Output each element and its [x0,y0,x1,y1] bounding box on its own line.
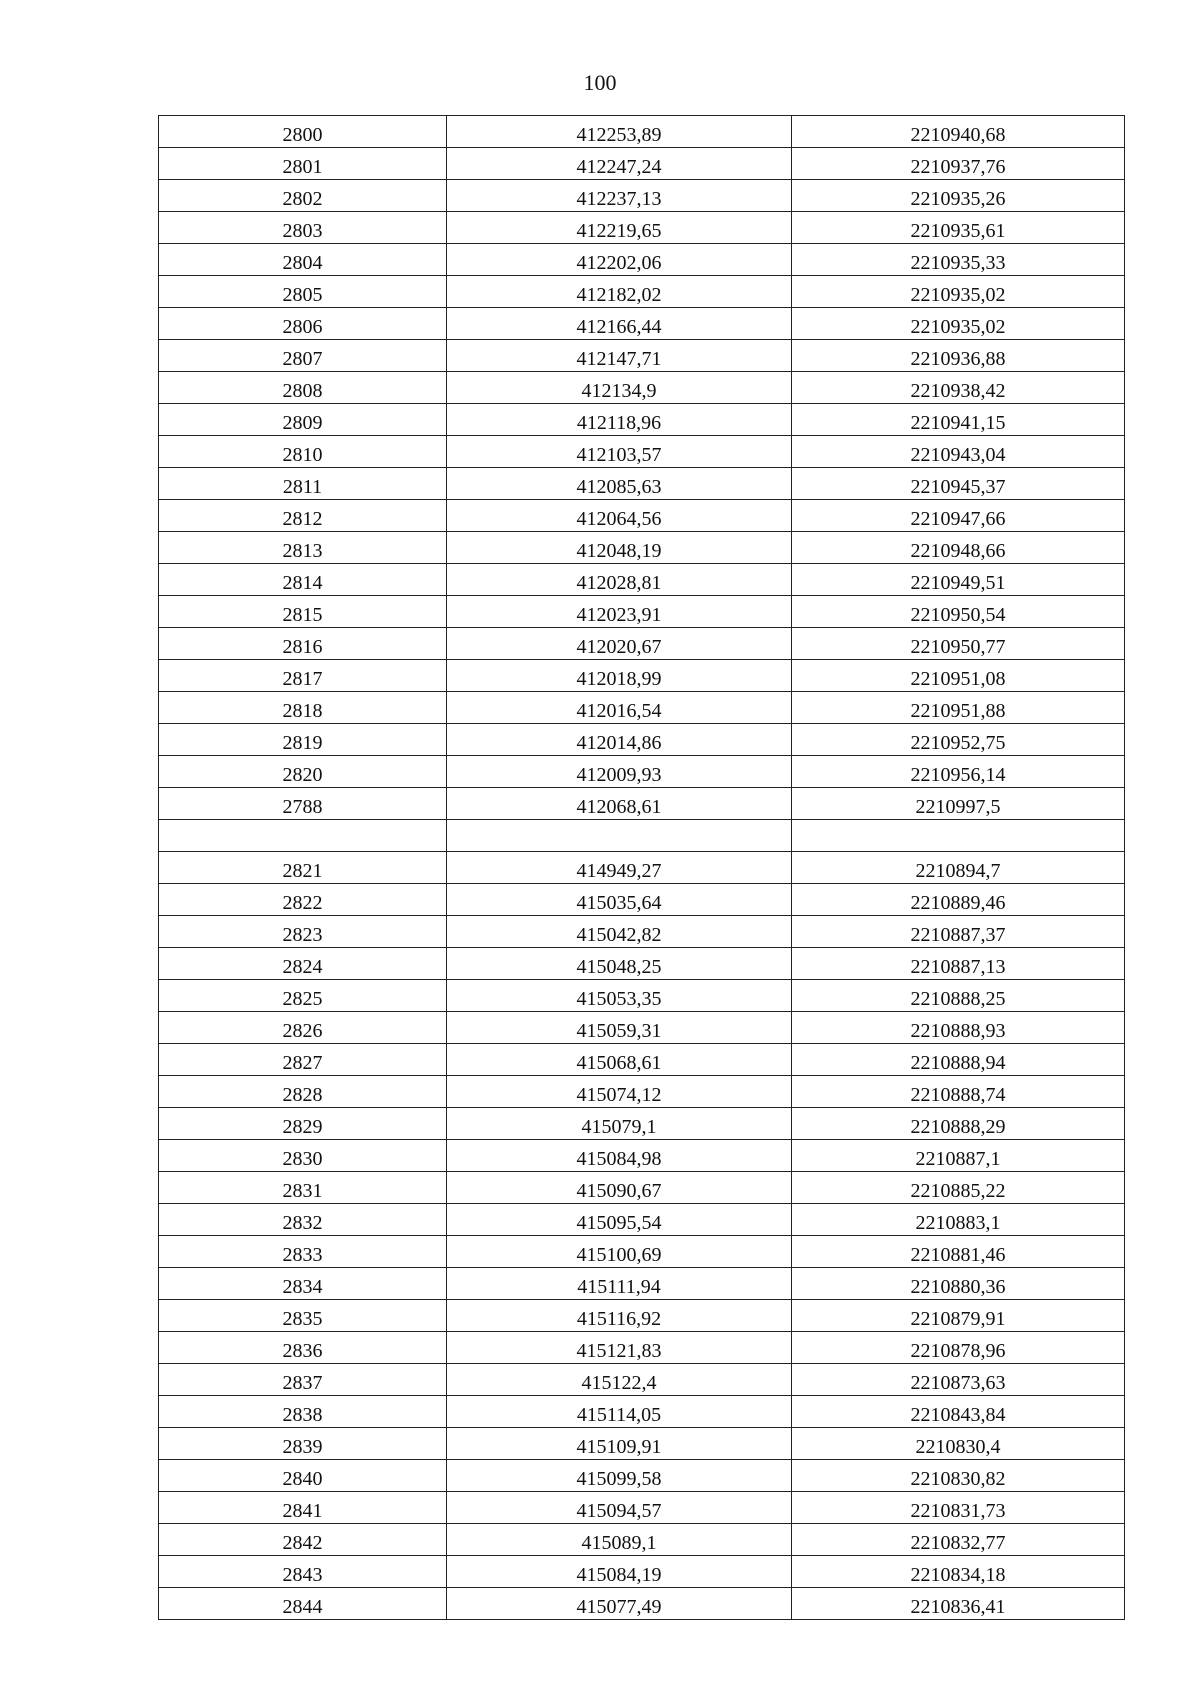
y-coordinate-cell: 2210888,25 [792,980,1125,1012]
table-row [159,1396,1125,1428]
y-coordinate-cell: 2210843,84 [792,1396,1125,1428]
y-coordinate-cell: 2210887,37 [792,916,1125,948]
point-number-cell: 2810 [159,436,447,468]
table-row [159,276,1125,308]
y-coordinate-cell: 2210937,76 [792,148,1125,180]
point-number-cell: 2814 [159,564,447,596]
point-number-cell: 2841 [159,1492,447,1524]
x-coordinate-cell: 412103,57 [447,436,792,468]
x-coordinate-cell: 415094,57 [447,1492,792,1524]
table-row [159,1204,1125,1236]
table-row [159,1140,1125,1172]
y-coordinate-cell: 2210832,77 [792,1524,1125,1556]
point-number-cell: 2823 [159,916,447,948]
y-coordinate-cell: 2210949,51 [792,564,1125,596]
y-coordinate-cell: 2210948,66 [792,532,1125,564]
point-number-cell: 2838 [159,1396,447,1428]
point-number-cell: 2839 [159,1428,447,1460]
x-coordinate-cell: 412147,71 [447,340,792,372]
x-coordinate-cell: 415074,12 [447,1076,792,1108]
y-coordinate-cell: 2210935,26 [792,180,1125,212]
y-coordinate-cell: 2210935,02 [792,276,1125,308]
x-coordinate-cell: 415059,31 [447,1012,792,1044]
y-coordinate-cell: 2210935,02 [792,308,1125,340]
y-coordinate-cell: 2210883,1 [792,1204,1125,1236]
table-row [159,1588,1125,1620]
x-coordinate-cell: 415035,64 [447,884,792,916]
x-coordinate-cell: 415122,4 [447,1364,792,1396]
point-number-cell: 2836 [159,1332,447,1364]
table-row [159,948,1125,980]
point-number-cell: 2800 [159,116,447,148]
table-row [159,692,1125,724]
point-number-cell: 2828 [159,1076,447,1108]
point-number-cell: 2809 [159,404,447,436]
y-coordinate-cell: 2210888,29 [792,1108,1125,1140]
coordinates-table-body [159,116,1125,1620]
point-number-cell: 2843 [159,1556,447,1588]
y-coordinate-cell: 2210889,46 [792,884,1125,916]
y-coordinate-cell: 2210943,04 [792,436,1125,468]
x-coordinate-cell: 412014,86 [447,724,792,756]
y-coordinate-cell: 2210834,18 [792,1556,1125,1588]
point-number-cell: 2830 [159,1140,447,1172]
table-row [159,372,1125,404]
x-coordinate-cell: 412085,63 [447,468,792,500]
table-row [159,116,1125,148]
table-row [159,788,1125,820]
point-number-cell: 2837 [159,1364,447,1396]
y-coordinate-cell [792,820,1125,852]
x-coordinate-cell: 412023,91 [447,596,792,628]
y-coordinate-cell: 2210831,73 [792,1492,1125,1524]
table-row [159,820,1125,852]
x-coordinate-cell: 412237,13 [447,180,792,212]
x-coordinate-cell: 412182,02 [447,276,792,308]
table-row [159,564,1125,596]
table-row [159,148,1125,180]
y-coordinate-cell: 2210885,22 [792,1172,1125,1204]
x-coordinate-cell: 415053,35 [447,980,792,1012]
point-number-cell: 2817 [159,660,447,692]
point-number-cell: 2801 [159,148,447,180]
point-number-cell: 2807 [159,340,447,372]
table-row [159,1428,1125,1460]
y-coordinate-cell: 2210888,94 [792,1044,1125,1076]
table-row [159,1172,1125,1204]
table-row [159,1268,1125,1300]
x-coordinate-cell: 415084,19 [447,1556,792,1588]
x-coordinate-cell: 415084,98 [447,1140,792,1172]
table-row [159,308,1125,340]
point-number-cell: 2816 [159,628,447,660]
point-number-cell: 2812 [159,500,447,532]
table-row [159,596,1125,628]
point-number-cell: 2808 [159,372,447,404]
x-coordinate-cell: 415048,25 [447,948,792,980]
table-row [159,1300,1125,1332]
point-number-cell: 2802 [159,180,447,212]
table-row [159,660,1125,692]
table-row [159,628,1125,660]
x-coordinate-cell: 412048,19 [447,532,792,564]
table-row [159,212,1125,244]
x-coordinate-cell: 415095,54 [447,1204,792,1236]
point-number-cell: 2804 [159,244,447,276]
y-coordinate-cell: 2210951,88 [792,692,1125,724]
y-coordinate-cell: 2210887,1 [792,1140,1125,1172]
table-row [159,980,1125,1012]
page-number: 100 [583,70,617,95]
table-row [159,1236,1125,1268]
table-row [159,884,1125,916]
y-coordinate-cell: 2210887,13 [792,948,1125,980]
x-coordinate-cell: 412134,9 [447,372,792,404]
point-number-cell: 2834 [159,1268,447,1300]
point-number-cell: 2832 [159,1204,447,1236]
x-coordinate-cell: 415111,94 [447,1268,792,1300]
x-coordinate-cell: 415114,05 [447,1396,792,1428]
point-number-cell: 2842 [159,1524,447,1556]
point-number-cell: 2835 [159,1300,447,1332]
y-coordinate-cell: 2210941,15 [792,404,1125,436]
point-number-cell: 2829 [159,1108,447,1140]
y-coordinate-cell: 2210836,41 [792,1588,1125,1620]
table-row [159,1556,1125,1588]
x-coordinate-cell [447,820,792,852]
table-row [159,340,1125,372]
point-number-cell: 2827 [159,1044,447,1076]
x-coordinate-cell: 415121,83 [447,1332,792,1364]
y-coordinate-cell: 2210830,82 [792,1460,1125,1492]
x-coordinate-cell: 412018,99 [447,660,792,692]
y-coordinate-cell: 2210945,37 [792,468,1125,500]
table-row [159,468,1125,500]
x-coordinate-cell: 415116,92 [447,1300,792,1332]
y-coordinate-cell: 2210935,33 [792,244,1125,276]
point-number-cell: 2826 [159,1012,447,1044]
y-coordinate-cell: 2210938,42 [792,372,1125,404]
table-row [159,1076,1125,1108]
table-row [159,404,1125,436]
x-coordinate-cell: 412009,93 [447,756,792,788]
y-coordinate-cell: 2210952,75 [792,724,1125,756]
y-coordinate-cell: 2210873,63 [792,1364,1125,1396]
point-number-cell: 2788 [159,788,447,820]
point-number-cell: 2822 [159,884,447,916]
table-row [159,1460,1125,1492]
point-number-cell: 2818 [159,692,447,724]
x-coordinate-cell: 412064,56 [447,500,792,532]
coordinates-table [158,115,1125,1620]
table-row [159,1524,1125,1556]
y-coordinate-cell: 2210830,4 [792,1428,1125,1460]
y-coordinate-cell: 2210879,91 [792,1300,1125,1332]
x-coordinate-cell: 412118,96 [447,404,792,436]
x-coordinate-cell: 415100,69 [447,1236,792,1268]
table-row [159,1012,1125,1044]
y-coordinate-cell: 2210935,61 [792,212,1125,244]
table-row [159,1492,1125,1524]
x-coordinate-cell: 412202,06 [447,244,792,276]
x-coordinate-cell: 415099,58 [447,1460,792,1492]
table-row [159,916,1125,948]
point-number-cell: 2806 [159,308,447,340]
point-number-cell: 2813 [159,532,447,564]
point-number-cell [159,820,447,852]
table-row [159,1108,1125,1140]
y-coordinate-cell: 2210956,14 [792,756,1125,788]
x-coordinate-cell: 415090,67 [447,1172,792,1204]
table-row [159,244,1125,276]
y-coordinate-cell: 2210894,7 [792,852,1125,884]
table-row [159,756,1125,788]
y-coordinate-cell: 2210940,68 [792,116,1125,148]
table-row [159,724,1125,756]
y-coordinate-cell: 2210950,54 [792,596,1125,628]
x-coordinate-cell: 415089,1 [447,1524,792,1556]
table-row [159,1044,1125,1076]
x-coordinate-cell: 412219,65 [447,212,792,244]
point-number-cell: 2833 [159,1236,447,1268]
point-number-cell: 2811 [159,468,447,500]
y-coordinate-cell: 2210880,36 [792,1268,1125,1300]
point-number-cell: 2820 [159,756,447,788]
y-coordinate-cell: 2210888,74 [792,1076,1125,1108]
point-number-cell: 2825 [159,980,447,1012]
point-number-cell: 2821 [159,852,447,884]
point-number-cell: 2840 [159,1460,447,1492]
x-coordinate-cell: 415068,61 [447,1044,792,1076]
table-row [159,500,1125,532]
y-coordinate-cell: 2210888,93 [792,1012,1125,1044]
x-coordinate-cell: 412253,89 [447,116,792,148]
x-coordinate-cell: 412166,44 [447,308,792,340]
table-row [159,436,1125,468]
y-coordinate-cell: 2210936,88 [792,340,1125,372]
x-coordinate-cell: 412247,24 [447,148,792,180]
x-coordinate-cell: 415042,82 [447,916,792,948]
y-coordinate-cell: 2210951,08 [792,660,1125,692]
x-coordinate-cell: 415079,1 [447,1108,792,1140]
x-coordinate-cell: 415077,49 [447,1588,792,1620]
point-number-cell: 2803 [159,212,447,244]
table-row [159,532,1125,564]
point-number-cell: 2819 [159,724,447,756]
point-number-cell: 2844 [159,1588,447,1620]
point-number-cell: 2831 [159,1172,447,1204]
x-coordinate-cell: 412020,67 [447,628,792,660]
x-coordinate-cell: 414949,27 [447,852,792,884]
x-coordinate-cell: 415109,91 [447,1428,792,1460]
point-number-cell: 2815 [159,596,447,628]
y-coordinate-cell: 2210997,5 [792,788,1125,820]
y-coordinate-cell: 2210881,46 [792,1236,1125,1268]
y-coordinate-cell: 2210878,96 [792,1332,1125,1364]
x-coordinate-cell: 412068,61 [447,788,792,820]
x-coordinate-cell: 412016,54 [447,692,792,724]
y-coordinate-cell: 2210950,77 [792,628,1125,660]
point-number-cell: 2805 [159,276,447,308]
table-row [159,1332,1125,1364]
x-coordinate-cell: 412028,81 [447,564,792,596]
table-row [159,852,1125,884]
table-row [159,1364,1125,1396]
y-coordinate-cell: 2210947,66 [792,500,1125,532]
table-row [159,180,1125,212]
point-number-cell: 2824 [159,948,447,980]
